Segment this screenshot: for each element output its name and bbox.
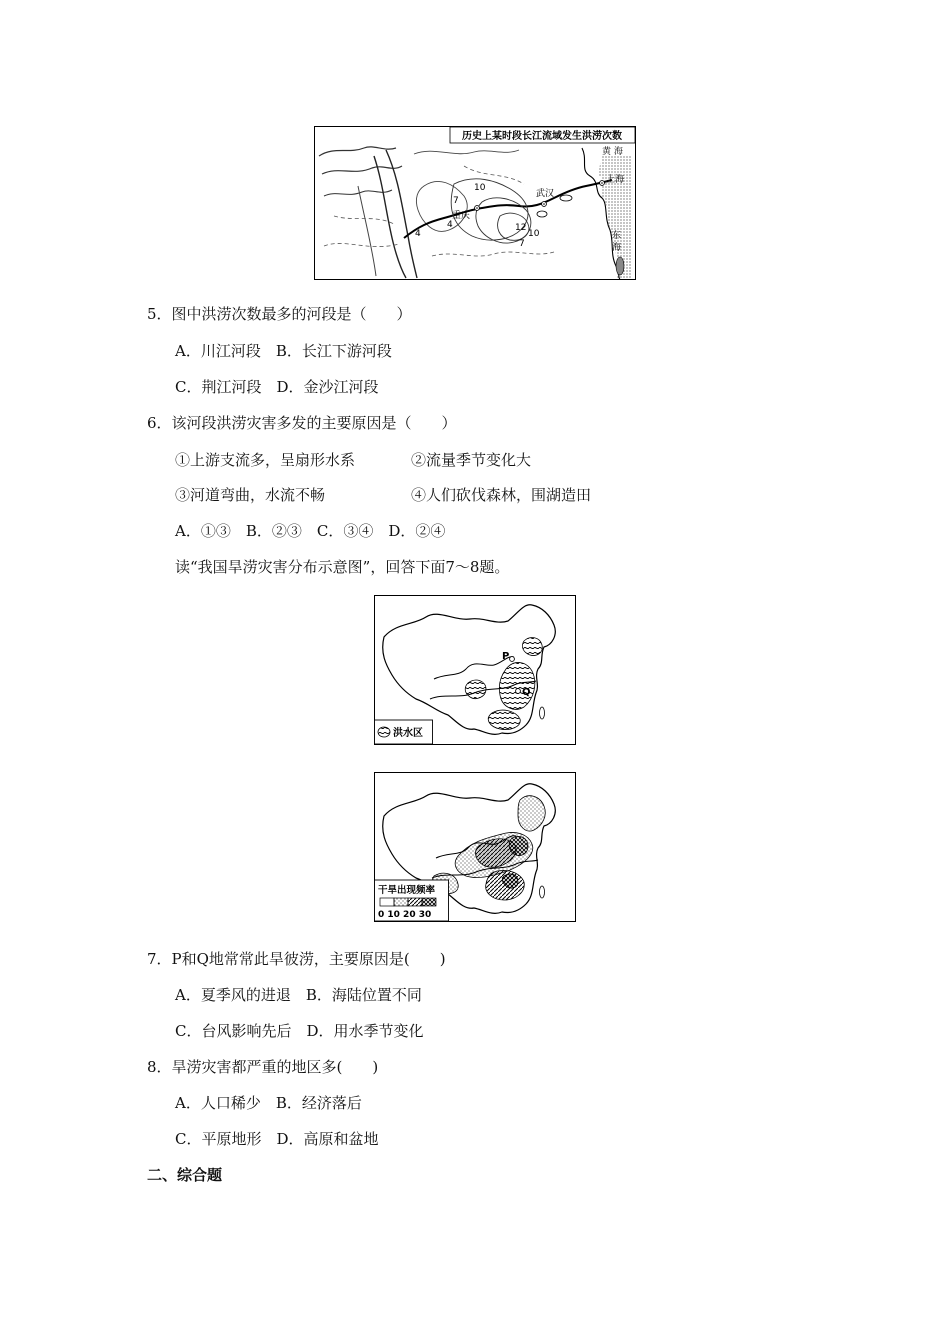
q6-item4: ④人们砍伐森林，围湖造田	[411, 486, 592, 504]
q6-item3: ③河道弯曲，水流不畅	[175, 486, 326, 504]
label-east-sea: 东 海	[610, 230, 620, 251]
label-shanghai: 上海	[606, 175, 625, 185]
contour-label-4b: 4	[415, 229, 421, 239]
intro-7-8: 读“我国旱涝灾害分布示意图”，回答下面7～8题。	[175, 558, 510, 576]
q8-options-row2: C．平原地形 D．高原和盆地	[175, 1130, 379, 1148]
china-flood-map	[374, 595, 576, 745]
q6-options: A．①③ B．②③ C．③④ D．②④	[175, 522, 446, 540]
contour-label-7a: 7	[453, 196, 459, 206]
china-drought-map	[374, 772, 576, 922]
q7-options-row2: C．台风影响先后 D．用水季节变化	[175, 1022, 424, 1040]
contour-label-4a: 4	[447, 220, 453, 230]
contour-label-10b: 10	[528, 229, 540, 239]
q7-stem: 7．P和Q地常常此旱彼涝，主要原因是( )	[147, 950, 446, 968]
q8-stem: 8．旱涝灾害都严重的地区多( )	[147, 1058, 379, 1076]
q6-item1: ①上游支流多，呈扇形水系	[175, 451, 356, 469]
legend-drought-scale: 0 10 20 30	[378, 910, 432, 920]
legend-drought-title: 干旱出现频率	[378, 885, 436, 896]
q6-stem: 6．该河段洪涝灾害多发的主要原因是（ ）	[147, 414, 457, 432]
q5-options-row1: A．川江河段 B．长江下游河段	[175, 342, 392, 360]
q8-options-row1: A．人口稀少 B．经济落后	[175, 1094, 362, 1112]
section-heading: 二、综合题	[147, 1166, 223, 1184]
label-yellow-sea: 黄 海	[602, 147, 623, 157]
q5-options-row2: C．荆江河段 D．金沙江河段	[175, 378, 379, 396]
q5-stem: 5．图中洪涝次数最多的河段是（ ）	[147, 305, 412, 323]
label-p: P	[502, 651, 510, 662]
q6-item2: ②流量季节变化大	[411, 451, 532, 469]
contour-label-7b: 7	[519, 239, 525, 249]
q7-options-row1: A．夏季风的进退 B．海陆位置不同	[175, 986, 422, 1004]
label-wuhan: 武汉	[536, 189, 555, 199]
yangtze-flood-map	[314, 126, 636, 280]
label-chongqing: 重庆	[452, 211, 471, 221]
contour-label-12: 12	[515, 223, 527, 233]
contour-label-10a: 10	[474, 183, 486, 193]
map1-title: 历史上某时段长江流域发生洪涝次数	[462, 131, 622, 142]
label-q: Q	[522, 687, 531, 698]
legend-flood-area: 洪水区	[393, 728, 423, 739]
